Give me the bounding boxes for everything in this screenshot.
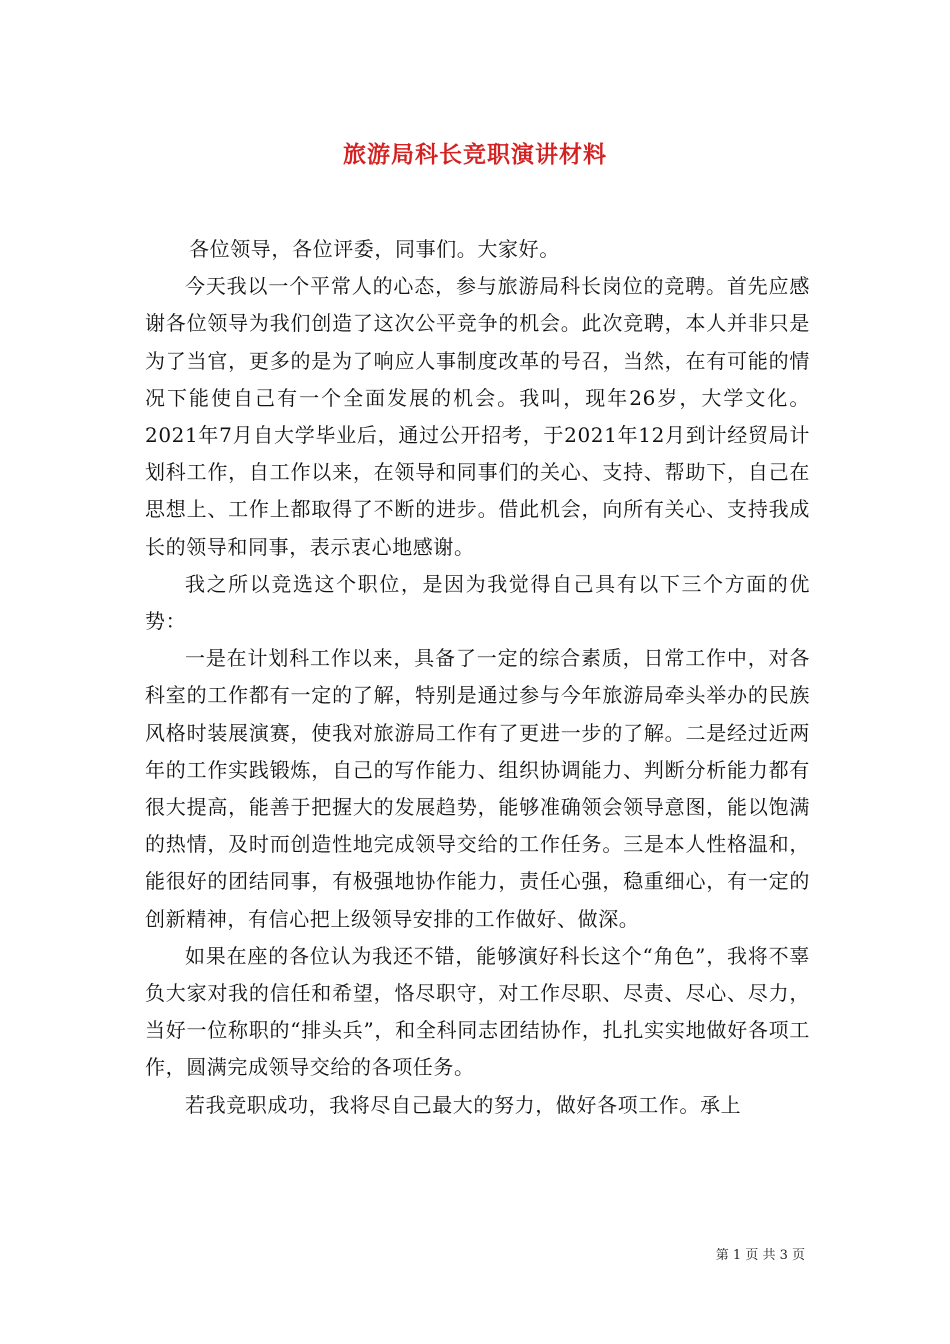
page-number: 第 1 页 共 3 页	[715, 1248, 805, 1263]
paragraph-reason: 我之所以竞选这个职位，是因为我觉得自己具有以下三个方面的优势：	[145, 571, 810, 634]
paragraph-greeting: 各位领导，各位评委，同事们。大家好。	[189, 237, 560, 261]
paragraph-commitment: 如果在座的各位认为我还不错，能够演好科长这个“角色”，我将不辜负大家对我的信任和希望，恪尽职守，对工作尽职、尽责、尽心、尽力，当好一位称职的“排头兵”，和全科同志团结协作，扎扎实实地做好各项工作，圆满完成领导交给的各项任务。	[145, 943, 810, 1080]
document-body	[145, 231, 810, 1124]
document-title: 旅游局科长竞职演讲材料	[343, 141, 607, 168]
paragraph-introduction: 今天我以一个平常人的心态，参与旅游局科长岗位的竞聘。首先应感谢各位领导为我们创造了这次公平竞争的机会。此次竞聘，本人并非只是为了当官，更多的是为了响应人事制度改革的号召，当然，在有可能的情况下能使自己有一个全面发展的机会。我叫，现年26岁，大学文化。2021年7月自大学毕业后，通过公开招考，于2021年12月到计经贸局计划科工作，自工作以来，在领导和同事们的关心、支持、帮助下，自己在思想上、工作上都取得了不断的进步。借此机会，向所有关心、支持我成长的领导和同事，表示衷心地感谢。	[145, 274, 810, 559]
paragraph-continuation: 若我竞职成功，我将尽自己最大的努力，做好各项工作。承上	[185, 1092, 742, 1117]
paragraph-advantages: 一是在计划科工作以来，具备了一定的综合素质，日常工作中，对各科室的工作都有一定的了解，特别是通过参与今年旅游局牵头举办的民族风格时装展演赛，使我对旅游局工作有了更进一步的了解。二是经过近两年的工作实践锻炼，自己的写作能力、组织协调能力、判断分析能力都有很大提高，能善于把握大的发展趋势，能够准确领会领导意图，能以饱满的热情，及时而创造性地完成领导交给的工作任务。三是本人性格温和，能很好的团结同事，有极强地协作能力，责任心强，稳重细心，有一定的创新精神，有信心把上级领导安排的工作做好、做深。	[145, 646, 810, 931]
